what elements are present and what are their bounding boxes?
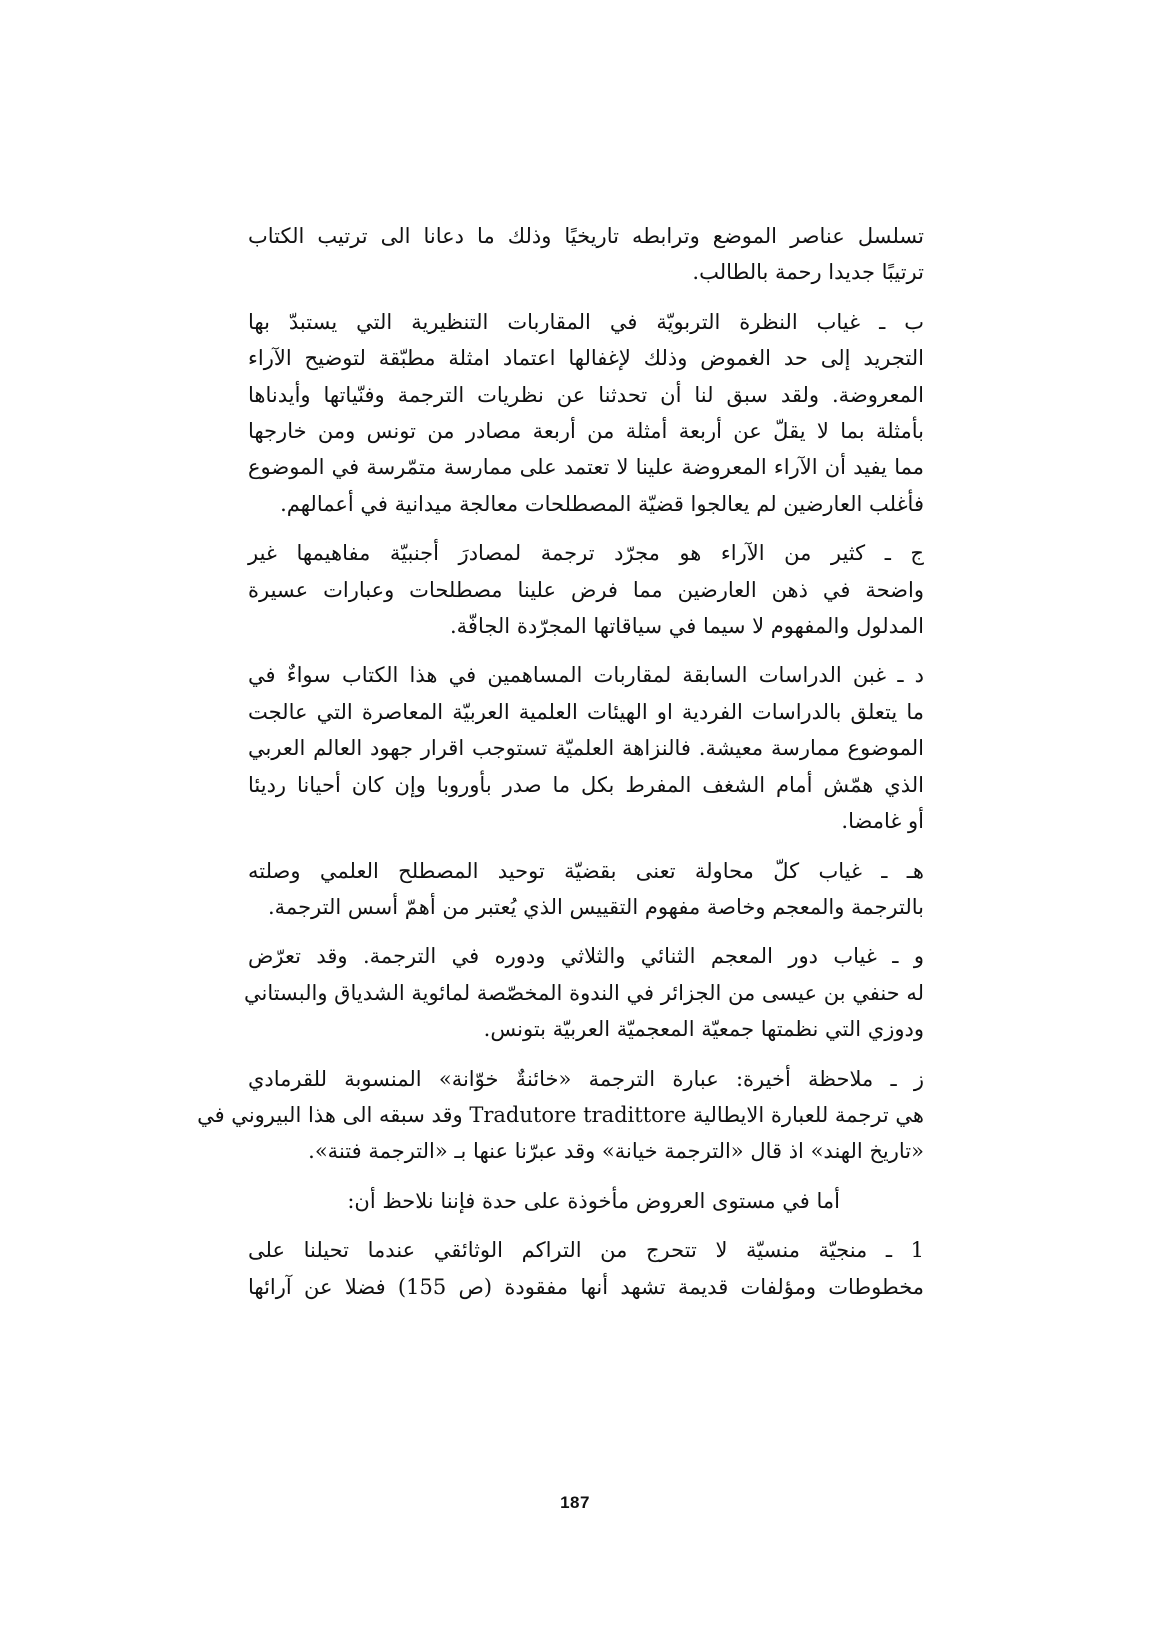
paragraph-1 — [248, 1232, 924, 1305]
paragraph-z — [197, 1061, 924, 1170]
paragraph-d — [248, 657, 924, 839]
text-line: د ـ غبن الدراسات السابقة لمقاربات المساهمين في هذا الكتاب سواءٌ في — [248, 663, 924, 688]
paragraph-w — [243, 938, 924, 1047]
text-line: أو غامضا. — [841, 809, 924, 834]
paragraph-b — [248, 304, 924, 522]
text-line: المدلول والمفهوم لا سيما في سياقاتها المجرّدة الجافّة. — [449, 614, 924, 639]
text-line: الذي همّش أمام الشغف المفرط بكل ما صدر بأوروبا وإن كان أحيانا رديئا — [248, 772, 924, 797]
text-line: 1 ـ منجيّة منسيّة لا تتحرج من التراكم الوثائقي عندما تحيلنا على — [248, 1238, 924, 1263]
paragraph-h — [248, 853, 924, 926]
text-line: الموضوع ممارسة معيشة. فالنزاهة العلميّة تستوجب اقرار جهود العالم العربي — [248, 736, 924, 761]
text-line: «تاريخ الهند» اذ قال «الترجمة خيانة» وقد عبرّنا عنها بـ «الترجمة فتنة». — [308, 1139, 924, 1164]
text-line: له حنفي بن عيسى من الجزائر في الندوة المخصّصة لمائوية الشدياق والبستاني — [243, 980, 924, 1005]
text-line: ترتيبًا جديدا رحمة بالطالب. — [692, 260, 924, 285]
text-line: بالترجمة والمعجم وخاصة مفهوم التقييس الذي يُعتبر من أهمّ أسس الترجمة. — [268, 894, 924, 919]
text-line: ودوزي التي نظمتها جمعيّة المعجميّة العربيّة بتونس. — [483, 1017, 924, 1042]
text-line: هي ترجمة للعبارة الايطالية Tradutore tradittore وقد سبقه الى هذا البيروني في — [197, 1102, 924, 1127]
text-line: مما يفيد أن الآراء المعروضة علينا لا تعتمد على ممارسة متمّرسة في الموضوع — [248, 455, 924, 480]
text-line: هـ ـ غياب كلّ محاولة تعنى بقضيّة توحيد المصطلح العلمي وصلته — [248, 858, 924, 883]
text-line: ب ـ غياب النظرة التربويّة في المقاربات التنظيرية التي يستبدّ بها — [248, 309, 924, 334]
paragraph-j — [248, 535, 924, 644]
text-line: ما يتعلق بالدراسات الفردية او الهيئات العلمية العربيّة المعاصرة التي عالجت — [248, 699, 924, 724]
text-line: تسلسل عناصر الموضع وترابطه تاريخيًا وذلك ما دعانا الى ترتيب الكتاب — [248, 224, 924, 248]
text-line: أما في مستوى العروض مأخوذة على حدة فإننا نلاحظ أن: — [347, 1188, 840, 1213]
text-line: و ـ غياب دور المعجم الثنائي والثلاثي ودوره في الترجمة. وقد تعرّض — [248, 944, 924, 969]
paragraph-continuation — [248, 218, 924, 291]
text-line: بأمثلة بما لا يقلّ عن أربعة أمثلة من أربعة مصادر من تونس ومن خارجها — [248, 419, 924, 444]
paragraph-intro — [248, 1183, 924, 1219]
text-line: ج ـ كثير من الآراء هو مجرّد ترجمة لمصادرَ أجنبيّة مفاهيمها غير — [248, 541, 924, 566]
text-line: مخطوطات ومؤلفات قديمة تشهد أنها مفقودة (ص 155) فضلا عن آرائها — [248, 1274, 925, 1299]
body-text — [197, 218, 925, 1318]
text-line: فأغلب العارضين لم يعالجوا قضيّة المصطلحات معالجة ميدانية في أعمالهم. — [280, 491, 924, 516]
text-line: واضحة في ذهن العارضين مما فرض علينا مصطلحات وعبارات عسيرة — [248, 577, 924, 602]
text-line: المعروضة. ولقد سبق لنا أن تحدثنا عن نظريات الترجمة وفنّياتها وأيدناها — [248, 382, 924, 407]
text-line: ز ـ ملاحظة أخيرة: عبارة الترجمة «خائنةٌ خوّانة» المنسوبة للقرمادي — [248, 1066, 924, 1091]
page-number: 187 — [560, 1493, 590, 1512]
text-line: التجريد إلى حد الغموض وذلك لإغفالها اعتماد امثلة مطبّقة لتوضيح الآراء — [248, 346, 924, 371]
